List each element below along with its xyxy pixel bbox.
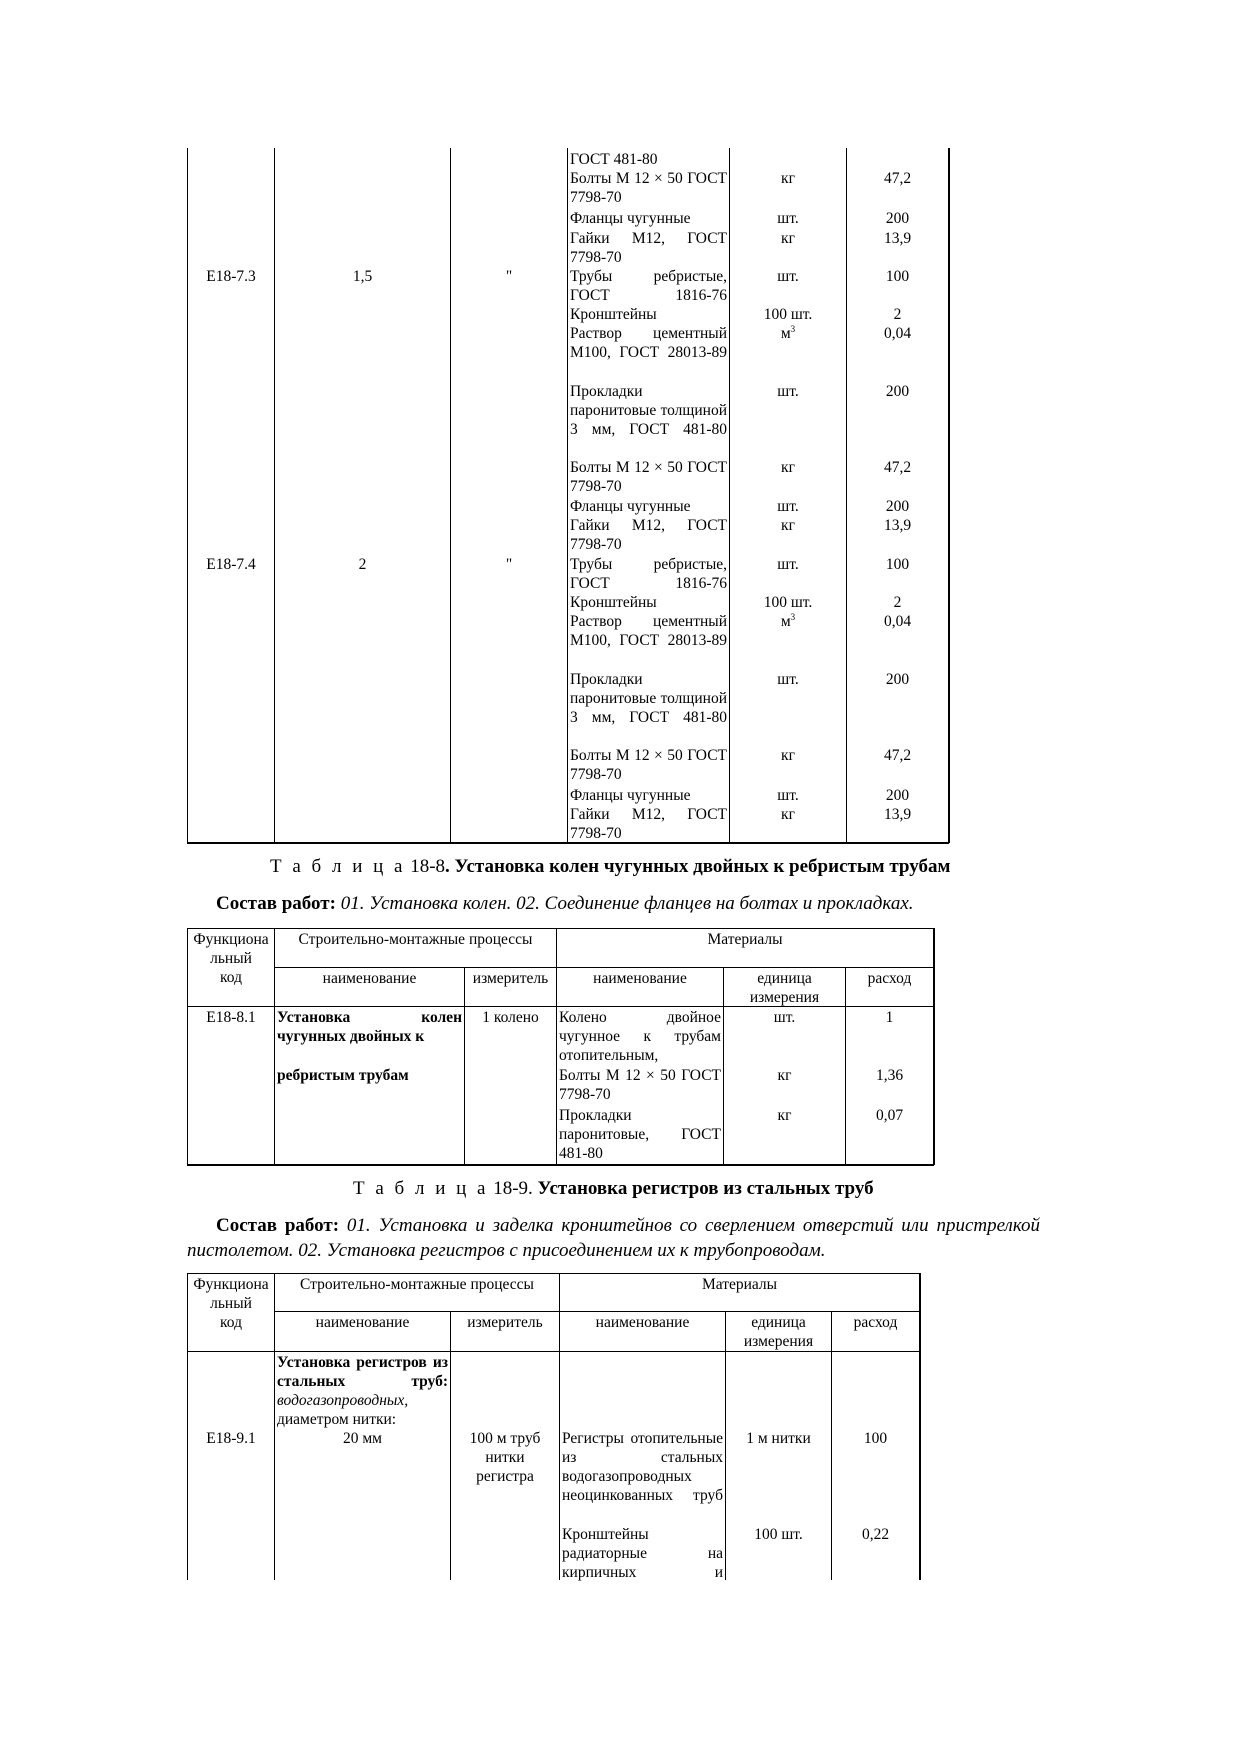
material-name: Прокладки паронитовые, ГОСТ 481-80	[559, 1107, 721, 1162]
material-unit: шт.	[777, 383, 799, 400]
material-rate: 100	[885, 556, 910, 573]
material-name: Трубы ребристые, ГОСТ 1816-76	[570, 556, 727, 592]
header-code: Функциона льный код	[193, 931, 269, 986]
material-name: Регистры отопительные из стальных водогазопроводных неоцинкованных труб	[562, 1430, 723, 1504]
material-unit: кг	[781, 747, 795, 764]
material-name: Трубы ребристые, ГОСТ 1816-76	[570, 268, 727, 304]
material-unit: 100 шт.	[763, 306, 813, 323]
material-unit: кг	[781, 517, 795, 534]
row-code: Е18-7.4	[206, 556, 256, 573]
material-name: Гайки М12, ГОСТ 7798-70	[570, 230, 727, 266]
material-unit: шт.	[773, 1009, 796, 1026]
row-quantity: 2	[358, 556, 367, 573]
process-type: водогазопроводных,	[277, 1392, 409, 1409]
material-name: Прокладки паронитовые толщиной 3 мм, ГОСТ 481-80	[570, 671, 727, 726]
material-name: Болты М 12 × 50 ГОСТ 7798-70	[570, 747, 727, 783]
material-name: Фланцы чугунные	[570, 787, 691, 804]
header-code: Функциона льный код	[193, 1276, 269, 1331]
material-name: Гайки М12, ГОСТ 7798-70	[570, 517, 727, 553]
process-size: 20 мм	[343, 1430, 382, 1447]
material-unit: шт.	[777, 671, 799, 688]
material-unit: кг	[781, 170, 795, 187]
row-unit: "	[505, 556, 513, 573]
material-name: Кронштейны радиаторные на кирпичных и	[562, 1526, 723, 1581]
material-rate: 200	[885, 383, 910, 400]
table-caption: Т а б л и ц а 18-8. Установка колен чугунных двойных к ребристым трубам	[270, 856, 951, 877]
process-name: Установка регистров из стальных труб:	[277, 1354, 448, 1390]
header-materials: Материалы	[701, 1276, 778, 1293]
material-name: Колено двойное чугунное к трубам отопительным,	[559, 1009, 721, 1064]
row-code: Е18-7.3	[206, 268, 256, 285]
material-name: Прокладки паронитовые толщиной 3 мм, ГОСТ 481-80	[570, 383, 727, 438]
material-rate: 47,2	[883, 459, 912, 476]
material-rate: 200	[885, 498, 910, 515]
table-caption: Т а б л и ц а 18-9. Установка регистров из стальных труб	[353, 1178, 874, 1199]
material-unit: $м^3$	[780, 612, 796, 630]
material-name: Болты М 12 × 50 ГОСТ 7798-70	[559, 1067, 721, 1103]
material-rate: 13,9	[883, 517, 912, 534]
material-rate: 100	[885, 268, 910, 285]
material-rate: 100	[863, 1430, 888, 1447]
material-name: Раствор цементный М100, ГОСТ 28013-89	[570, 325, 727, 361]
material-unit: кг	[781, 806, 795, 823]
material-rate: 13,9	[883, 806, 912, 823]
material-unit: шт.	[777, 210, 799, 227]
material-name: ГОСТ 481-80	[570, 151, 658, 168]
material-rate: 1	[885, 1009, 894, 1026]
header-meter: измеритель	[472, 970, 549, 987]
material-unit: шт.	[777, 556, 799, 573]
header-rate: расход	[867, 970, 912, 987]
row-meter: 1 колено	[482, 1009, 539, 1026]
header-material-name: наименование	[593, 970, 687, 987]
header-name: наименование	[322, 970, 417, 987]
material-name: Кронштейны	[570, 594, 657, 611]
material-rate: 2	[893, 594, 902, 611]
header-name: наименование	[315, 1314, 410, 1331]
row-meter: 100 м труб нитки регистра	[469, 1430, 541, 1485]
material-unit: кг	[781, 230, 795, 247]
row-code: Е18-9.1	[206, 1430, 256, 1447]
material-unit: $м^3$	[780, 324, 796, 342]
material-unit: 100 шт.	[763, 594, 813, 611]
material-rate: 1,36	[875, 1067, 904, 1084]
material-name: Болты М 12 × 50 ГОСТ 7798-70	[570, 170, 727, 206]
material-name: Кронштейны	[570, 306, 657, 323]
material-name: Фланцы чугунные	[570, 210, 691, 227]
process-name: ребристым трубам	[277, 1067, 409, 1084]
header-material-name: наименование	[595, 1314, 690, 1331]
material-rate: 0,04	[883, 613, 912, 630]
header-materials: Материалы	[707, 931, 783, 948]
header-rate: расход	[853, 1314, 898, 1331]
material-rate: 200	[885, 210, 910, 227]
material-unit: 1 м нитки	[746, 1430, 811, 1447]
material-rate: 2	[893, 306, 902, 323]
material-rate: 0,22	[861, 1526, 890, 1543]
work-composition: Состав работ: 01. Установка колен. 02. Соединение фланцев на болтах и прокладках.	[216, 893, 914, 914]
material-rate: 13,9	[883, 230, 912, 247]
header-processes: Строительно-монтажные процессы	[298, 931, 533, 948]
material-unit: кг	[777, 1107, 792, 1124]
material-unit: кг	[777, 1067, 792, 1084]
header-unit: единица измерения	[749, 970, 820, 1006]
material-name: Фланцы чугунные	[570, 498, 691, 515]
material-rate: 47,2	[883, 747, 912, 764]
process-name: чугунных двойных к	[277, 1028, 425, 1045]
material-rate: 47,2	[883, 170, 912, 187]
process-diameter-label: диаметром нитки:	[277, 1411, 397, 1428]
material-name: Раствор цементный М100, ГОСТ 28013-89	[570, 613, 727, 649]
header-processes: Строительно-монтажные процессы	[300, 1276, 534, 1293]
material-rate: 200	[885, 671, 910, 688]
material-unit: 100 шт.	[754, 1526, 803, 1543]
material-unit: шт.	[777, 498, 799, 515]
header-unit: единица измерения	[743, 1314, 814, 1350]
row-unit: "	[505, 268, 513, 285]
material-unit: шт.	[777, 268, 799, 285]
row-code: Е18-8.1	[206, 1009, 256, 1026]
material-rate: 0,07	[875, 1107, 904, 1124]
material-name: Болты М 12 × 50 ГОСТ 7798-70	[570, 459, 727, 495]
material-unit: кг	[781, 459, 795, 476]
material-name: Гайки М12, ГОСТ 7798-70	[570, 806, 727, 842]
material-unit: шт.	[777, 787, 799, 804]
header-meter: измеритель	[467, 1314, 543, 1331]
material-rate: 200	[885, 787, 910, 804]
material-rate: 0,04	[883, 325, 912, 342]
process-name: Установка колен	[277, 1009, 462, 1026]
work-composition: Состав работ: 01. Установка и заделка кронштейнов со сверлением отверстий или пристрелкой пистолетом. 02. Установка регистров с присоединением их к трубопроводам.	[187, 1215, 1041, 1261]
row-quantity: 1,5	[352, 268, 373, 285]
